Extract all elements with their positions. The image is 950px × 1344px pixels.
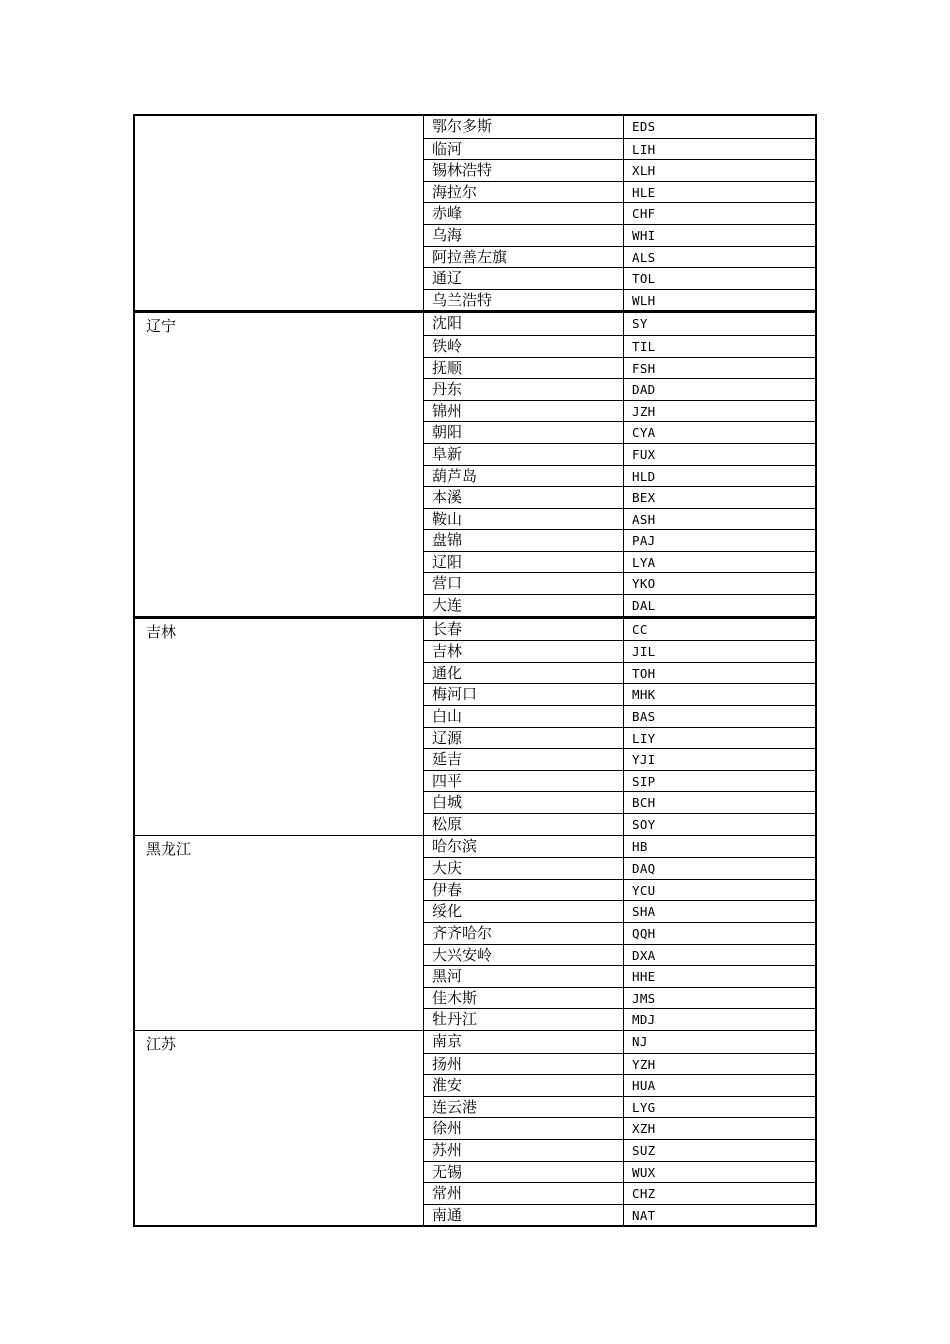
table-row xyxy=(424,836,815,858)
city-name: 佳木斯 xyxy=(424,988,624,1009)
city-name: 锡林浩特 xyxy=(424,160,624,181)
city-name: 抚顺 xyxy=(424,358,624,379)
city-name: 梅河口 xyxy=(424,684,624,705)
city-name: 沈阳 xyxy=(424,313,624,335)
city-code: TIL xyxy=(632,338,656,354)
city-list xyxy=(424,836,815,1030)
table-row xyxy=(424,443,815,465)
table-row xyxy=(424,202,815,224)
table-row xyxy=(424,1096,815,1118)
province-group xyxy=(133,310,817,615)
table-row xyxy=(424,551,815,573)
city-code: CHF xyxy=(632,206,656,222)
table-row xyxy=(424,313,815,335)
city-name: 四平 xyxy=(424,771,624,792)
city-code: WHI xyxy=(632,227,656,243)
table-row xyxy=(424,357,815,379)
city-name: 绥化 xyxy=(424,901,624,922)
province-group xyxy=(133,1030,817,1227)
city-name: 辽源 xyxy=(424,728,624,749)
city-name: 阜新 xyxy=(424,444,624,465)
table-row xyxy=(424,289,815,311)
city-code: BCH xyxy=(632,795,656,811)
table-row xyxy=(424,246,815,268)
city-code: HLE xyxy=(632,184,656,200)
city-code: HB xyxy=(632,838,648,854)
table-row xyxy=(424,572,815,594)
table-row xyxy=(424,529,815,551)
city-code: CHZ xyxy=(632,1186,656,1202)
province-name: 黑龙江 xyxy=(135,836,424,1030)
city-code: SY xyxy=(632,316,648,332)
city-name: 吉林 xyxy=(424,641,624,662)
city-code: LIH xyxy=(632,141,656,157)
table-row xyxy=(424,181,815,203)
city-name: 长春 xyxy=(424,619,624,641)
city-name: 鄂尔多斯 xyxy=(424,116,624,138)
city-code: CYA xyxy=(632,425,656,441)
city-name: 苏州 xyxy=(424,1140,624,1161)
city-code: JIL xyxy=(632,644,656,660)
city-code: DAL xyxy=(632,598,656,614)
city-code: BAS xyxy=(632,709,656,725)
city-code: TOH xyxy=(632,665,656,681)
city-name: 伊春 xyxy=(424,880,624,901)
table-row xyxy=(424,1204,815,1226)
table-row xyxy=(424,1053,815,1075)
table-row xyxy=(424,727,815,749)
city-list xyxy=(424,116,815,310)
city-name: 盘锦 xyxy=(424,530,624,551)
city-code: SUZ xyxy=(632,1142,656,1158)
table-row xyxy=(424,813,815,835)
table-row xyxy=(424,1182,815,1204)
city-name: 辽阳 xyxy=(424,552,624,573)
table-row xyxy=(424,857,815,879)
city-name: 阿拉善左旗 xyxy=(424,247,624,268)
city-code: HLD xyxy=(632,468,656,484)
table-row xyxy=(424,1008,815,1030)
city-name: 营口 xyxy=(424,573,624,594)
city-name: 大连 xyxy=(424,595,624,616)
city-name: 白城 xyxy=(424,792,624,813)
city-name: 黑河 xyxy=(424,966,624,987)
city-code: JMS xyxy=(632,990,656,1006)
city-name: 淮安 xyxy=(424,1075,624,1096)
city-code: EDS xyxy=(632,119,656,134)
city-name: 徐州 xyxy=(424,1118,624,1139)
province-group xyxy=(133,616,817,835)
table-row xyxy=(424,1031,815,1053)
city-name: 锦州 xyxy=(424,401,624,422)
city-name: 海拉尔 xyxy=(424,182,624,203)
table-row xyxy=(424,965,815,987)
table-row xyxy=(424,465,815,487)
city-code: ASH xyxy=(632,511,656,527)
city-list xyxy=(424,313,815,615)
city-code: WUX xyxy=(632,1164,656,1180)
city-name: 扬州 xyxy=(424,1054,624,1075)
city-code: XLH xyxy=(632,163,656,179)
city-code: MDJ xyxy=(632,1012,656,1028)
province-name: 辽宁 xyxy=(135,313,424,615)
table-row xyxy=(424,378,815,400)
city-name: 铁岭 xyxy=(424,336,624,357)
table-row xyxy=(424,1139,815,1161)
city-name: 乌海 xyxy=(424,225,624,246)
table-row xyxy=(424,267,815,289)
table-row xyxy=(424,159,815,181)
city-code: SOY xyxy=(632,817,656,832)
table-row xyxy=(424,421,815,443)
city-name: 南通 xyxy=(424,1205,624,1226)
city-code: MHK xyxy=(632,687,656,703)
city-name: 连云港 xyxy=(424,1097,624,1118)
table-row xyxy=(424,987,815,1009)
table-row xyxy=(424,1161,815,1183)
city-name: 本溪 xyxy=(424,487,624,508)
city-code: DXA xyxy=(632,947,656,963)
table-row xyxy=(424,770,815,792)
city-name: 朝阳 xyxy=(424,422,624,443)
city-name: 延吉 xyxy=(424,749,624,770)
city-code: SIP xyxy=(632,773,656,789)
city-list xyxy=(424,1031,815,1225)
table-row xyxy=(424,900,815,922)
city-code: YKO xyxy=(632,576,656,592)
city-name: 丹东 xyxy=(424,379,624,400)
table-row xyxy=(424,1117,815,1139)
table-row xyxy=(424,922,815,944)
city-name: 通辽 xyxy=(424,268,624,289)
table-row xyxy=(424,138,815,160)
table-row xyxy=(424,944,815,966)
city-name: 哈尔滨 xyxy=(424,836,624,858)
city-code: HHE xyxy=(632,969,656,985)
city-name: 赤峰 xyxy=(424,203,624,224)
province-name: 吉林 xyxy=(135,619,424,835)
city-code: YZH xyxy=(632,1056,656,1072)
city-name: 牡丹江 xyxy=(424,1009,624,1030)
city-code: BEX xyxy=(632,490,656,506)
city-name: 临河 xyxy=(424,139,624,160)
city-name: 大兴安岭 xyxy=(424,945,624,966)
city-code: CC xyxy=(632,621,648,637)
city-code: YCU xyxy=(632,882,656,898)
city-code: QQH xyxy=(632,925,656,941)
city-code: NJ xyxy=(632,1033,648,1049)
city-name: 乌兰浩特 xyxy=(424,290,624,311)
table-row xyxy=(424,683,815,705)
city-code: FSH xyxy=(632,360,656,376)
city-name: 无锡 xyxy=(424,1162,624,1183)
city-name: 大庆 xyxy=(424,858,624,879)
table-row xyxy=(424,640,815,662)
city-code: LIY xyxy=(632,730,656,746)
city-code: YJI xyxy=(632,752,656,768)
city-code-table xyxy=(133,114,817,1227)
city-code: ALS xyxy=(632,249,656,265)
city-code: LYA xyxy=(632,554,656,570)
city-code: FUX xyxy=(632,446,656,462)
city-code: SHA xyxy=(632,904,656,920)
city-name: 南京 xyxy=(424,1031,624,1053)
table-row xyxy=(424,116,815,138)
city-code: NAT xyxy=(632,1207,656,1223)
city-code: LYG xyxy=(632,1099,656,1115)
city-name: 常州 xyxy=(424,1183,624,1204)
city-name: 松原 xyxy=(424,814,624,835)
province-name xyxy=(135,116,424,310)
table-row xyxy=(424,662,815,684)
city-code: PAJ xyxy=(632,533,656,549)
table-row xyxy=(424,486,815,508)
city-code: DAD xyxy=(632,382,656,398)
table-row xyxy=(424,791,815,813)
city-code: DAQ xyxy=(632,861,656,877)
city-name: 白山 xyxy=(424,706,624,727)
city-code: HUA xyxy=(632,1078,656,1094)
table-row xyxy=(424,400,815,422)
table-row xyxy=(424,508,815,530)
province-group xyxy=(133,114,817,310)
city-code: JZH xyxy=(632,403,656,419)
city-list xyxy=(424,619,815,835)
table-row xyxy=(424,619,815,641)
table-row xyxy=(424,879,815,901)
table-row xyxy=(424,748,815,770)
city-code: WLH xyxy=(632,292,656,308)
province-name: 江苏 xyxy=(135,1031,424,1225)
city-name: 齐齐哈尔 xyxy=(424,923,624,944)
city-name: 鞍山 xyxy=(424,509,624,530)
table-row xyxy=(424,594,815,616)
table-row xyxy=(424,335,815,357)
province-group xyxy=(133,835,817,1030)
city-code: TOL xyxy=(632,271,656,287)
table-row xyxy=(424,224,815,246)
city-code: XZH xyxy=(632,1121,656,1137)
city-name: 葫芦岛 xyxy=(424,466,624,487)
city-name: 通化 xyxy=(424,663,624,684)
table-row xyxy=(424,1074,815,1096)
table-row xyxy=(424,705,815,727)
